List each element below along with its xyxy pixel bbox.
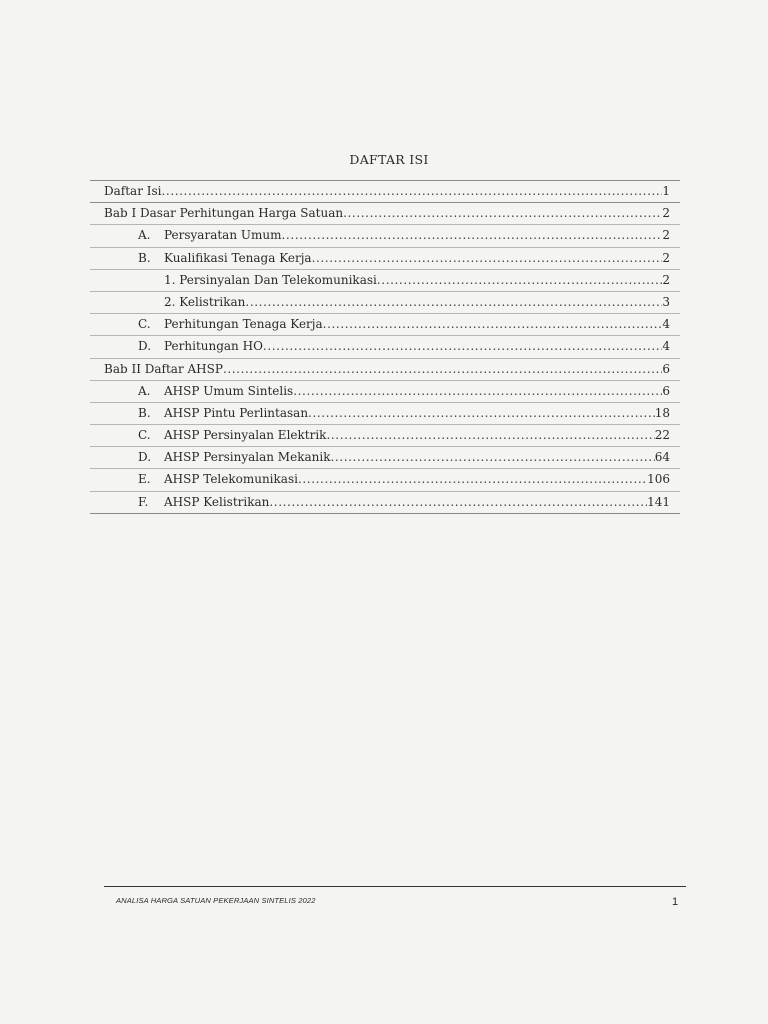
toc-entry-prefix: A. — [138, 383, 151, 398]
toc-entry-line — [138, 447, 670, 468]
toc-entry-line — [138, 492, 670, 513]
dot-leader — [298, 469, 647, 490]
toc-entry[interactable] — [90, 225, 680, 247]
dot-leader — [223, 359, 662, 380]
toc-entry-line — [104, 181, 670, 202]
toc-entry-page-number: 64 — [654, 450, 670, 465]
dot-leader — [161, 181, 662, 202]
toc-entry-page-number: 22 — [654, 428, 670, 443]
toc-entry-line — [138, 403, 670, 424]
toc-entry[interactable] — [90, 447, 680, 469]
toc-entry-prefix: D. — [138, 339, 152, 354]
dot-leader — [312, 248, 663, 269]
toc-entry[interactable] — [90, 359, 680, 381]
toc-entry-page-number: 6 — [662, 383, 670, 398]
table-of-contents — [90, 180, 680, 514]
toc-entry-line — [104, 359, 670, 380]
toc-entry-page-number: 2 — [662, 272, 670, 287]
toc-entry-prefix: E. — [138, 472, 151, 487]
toc-entry-label: AHSP Persinyalan Elektrik — [164, 428, 327, 443]
dot-leader — [281, 225, 662, 246]
toc-entry[interactable] — [90, 270, 680, 292]
toc-entry-label: Perhitungan HO — [164, 339, 263, 354]
toc-entry-page-number: 2 — [662, 250, 670, 265]
toc-entry[interactable] — [90, 403, 680, 425]
toc-entry-label: AHSP Umum Sintelis — [164, 383, 294, 398]
toc-entry-label: Persyaratan Umum — [164, 228, 282, 243]
footer-title: ANALISA HARGA SATUAN PEKERJAAN SINTELIS 2022 — [116, 896, 316, 905]
toc-entry-page-number: 18 — [654, 405, 670, 420]
toc-entry-line — [138, 381, 670, 402]
dot-leader — [263, 336, 662, 357]
toc-entry-label: Bab I Dasar Perhitungan Harga Satuan — [104, 206, 344, 221]
dot-leader — [269, 492, 647, 513]
toc-entry-line — [138, 314, 670, 335]
toc-entry-label: AHSP Telekomunikasi — [164, 472, 298, 487]
toc-entry[interactable] — [90, 181, 680, 203]
toc-entry-line — [104, 203, 670, 224]
toc-entry[interactable] — [90, 381, 680, 403]
dot-leader — [293, 381, 662, 402]
footer-page-number: 1 — [672, 896, 679, 908]
toc-entry-page-number: 141 — [647, 494, 670, 509]
toc-entry-line — [138, 248, 670, 269]
toc-entry-page-number: 6 — [662, 361, 670, 376]
toc-entry[interactable] — [90, 492, 680, 513]
toc-entry-prefix: C. — [138, 428, 151, 443]
toc-entry-label: Bab II Daftar AHSP — [104, 361, 223, 376]
toc-entry-label: AHSP Persinyalan Mekanik — [164, 450, 331, 465]
toc-entry-line — [138, 425, 670, 446]
footer-divider — [104, 886, 686, 887]
toc-entry-prefix: B. — [138, 250, 151, 265]
dot-leader — [308, 403, 655, 424]
toc-entry[interactable] — [90, 314, 680, 336]
toc-entry-page-number: 4 — [662, 339, 670, 354]
toc-entry-prefix: A. — [138, 228, 151, 243]
toc-entry-prefix: F. — [138, 494, 149, 509]
toc-entry-label: AHSP Kelistrikan — [164, 494, 270, 509]
toc-entry-page-number: 4 — [662, 317, 670, 332]
toc-entry-label: Kualifikasi Tenaga Kerja — [164, 250, 312, 265]
toc-entry-line — [164, 270, 670, 291]
toc-entry-page-number: 1 — [662, 184, 670, 198]
toc-entry[interactable] — [90, 203, 680, 225]
page-title: DAFTAR ISI — [349, 152, 429, 167]
dot-leader — [343, 203, 662, 224]
toc-entry[interactable] — [90, 336, 680, 358]
dot-leader — [245, 292, 662, 313]
toc-entry[interactable] — [90, 248, 680, 270]
toc-entry-label: Perhitungan Tenaga Kerja — [164, 317, 323, 332]
toc-entry-prefix: B. — [138, 405, 151, 420]
toc-entry-line — [138, 336, 670, 357]
toc-entry[interactable] — [90, 469, 680, 491]
dot-leader — [326, 425, 654, 446]
toc-entry-line — [138, 469, 670, 490]
toc-entry-prefix: C. — [138, 317, 151, 332]
toc-entry-page-number: 2 — [662, 228, 670, 243]
toc-entry-page-number: 106 — [647, 472, 670, 487]
toc-entry-label: AHSP Pintu Perlintasan — [164, 405, 309, 420]
toc-entry-line — [164, 292, 670, 313]
dot-leader — [377, 270, 663, 291]
toc-entry-page-number: 2 — [662, 206, 670, 221]
toc-entry-line — [138, 225, 670, 246]
toc-entry-label: 2. Kelistrikan — [164, 294, 246, 309]
toc-entry[interactable] — [90, 425, 680, 447]
toc-entry-page-number: 3 — [662, 294, 670, 309]
dot-leader — [323, 314, 663, 335]
toc-entry[interactable] — [90, 292, 680, 314]
dot-leader — [330, 447, 654, 468]
toc-entry-label: Daftar Isi — [104, 184, 162, 198]
toc-entry-prefix: D. — [138, 450, 152, 465]
toc-entry-label: 1. Persinyalan Dan Telekomunikasi — [164, 272, 377, 287]
